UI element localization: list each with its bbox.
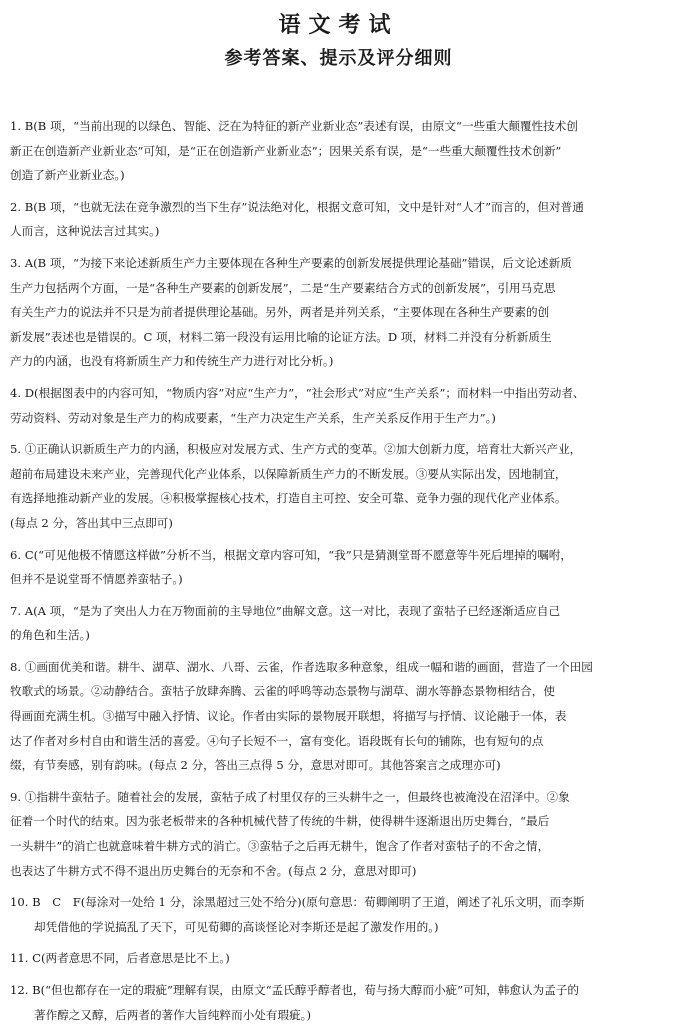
answer-line: (每点 2 分，答出其中三点即可) (10, 515, 173, 530)
answer-line: 有关生产力的说法并不只是为前者提供理论基础。另外，两者是并列关系，“主要体现在各种生产要素的创 (10, 305, 550, 320)
answer-line: 4. D(根据图表中的内容可知，“物质内容”对应“生产力”，“社会形式”对应“生产关系”；而材料一中指出劳动者、 (10, 385, 585, 400)
answer-item (10, 114, 670, 188)
answer-line: 新正在创造新产业新业态”可知，是“正在创造新产业新业态”；因果关系有误，是“一些重大颠覆性技术创新” (10, 143, 562, 158)
answer-item (10, 785, 670, 883)
answer-line: 5. ①正确认识新质生产力的内涵，积极应对发展方式、生产方式的变革。②加大创新力度，培育壮大新兴产业， (10, 442, 582, 457)
answer-line: 创造了新产业新业态。) (10, 168, 125, 183)
answer-line: 但并不是说堂哥不情愿养蛮牯子。) (10, 572, 183, 587)
answer-line: 新发展”表述也是错误的。C 项，材料二第一段没有运用比喻的论证方法。D 项，材料二并没有分析新质生 (10, 329, 552, 344)
answer-line: 的角色和生活。) (10, 628, 90, 643)
answer-line: 达了作者对乡村自由和谐生活的喜爱。④句子长短不一，富有变化。语段既有长句的铺陈，也有短句的点 (10, 733, 544, 748)
answer-item (10, 599, 670, 648)
answer-item (10, 437, 670, 535)
answer-line: 一头耕牛”的消亡也就意味着牛耕方式的消亡。③蛮牯子之后再无耕牛，饱含了作者对蛮牯子的不舍之情， (10, 839, 550, 854)
answer-line: 生产力包括两个方面，一是“各种生产要素的创新发展”，二是“生产要素结合方式的创新发展”，引用马克思 (10, 280, 556, 295)
answer-item (10, 978, 670, 1027)
answer-item (10, 655, 670, 778)
answer-item (10, 543, 670, 592)
answer-line: 得画面充满生机。③描写中融入抒情、议论。作者由实际的景物展开联想，将描写与抒情、议论融于一体，表 (10, 709, 567, 724)
answer-line: 12. B(“但也都存在一定的瑕疵”理解有误，由原文“孟氏醇乎醇者也，荀与扬大醇而小疵”可知，韩愈认为孟子的 (10, 983, 580, 997)
answer-item (10, 946, 670, 971)
page-subtitle: 参考答案、提示及评分细则 (224, 48, 453, 69)
answer-item (10, 195, 670, 244)
answer-line: 7. A(A 项，“是为了突出人力在万物面前的主导地位”曲解文意。这一对比，表现了蛮牯子已经逐渐适应自己 (10, 603, 561, 618)
answer-item (10, 381, 670, 430)
answer-line: 9. ①指耕牛蛮牯子。随着社会的发展，蛮牯子成了村里仅存的三头耕牛之一，但最终也被淹没在沼泽中。②象 (10, 789, 570, 804)
answer-item (10, 890, 670, 939)
answer-line: 牧歌式的场景。②动静结合。蛮牯子放肆奔腾、云雀的呼鸣等动态景物与湖草、湖水等静态景物相结合，使 (10, 684, 555, 699)
answer-line: 1. B(B 项，“当前出现的以绿色、智能、泛在为特征的新产业新业态”表述有误，由原文“一些重大颠覆性技术创 (10, 119, 578, 133)
answer-line: 11. C(两者意思不同，后者意思是比不上。) (10, 951, 230, 966)
page-title: 语文考试 (278, 13, 399, 38)
answer-line: 产力的内涵，也没有将新质生产力和传统生产力进行对比分析。) (10, 354, 334, 369)
answer-item (10, 251, 670, 374)
answer-line: 3. A(B 项，“为接下来论述新质生产力主要体现在各种生产要素的创新发展提供理论基础”错误，后文论述新质 (10, 255, 572, 270)
answer-line-continued: 著作醇之又醇，后两者的著作大旨纯粹而小处有瑕疵。) (34, 1007, 311, 1022)
answer-line: 10. B C F(每涂对一处给 1 分，涂黑超过三处不给分)(原句意思：荀卿阐明了王道，阐述了礼乐文明，而李斯 (10, 895, 585, 910)
answer-line: 2. B(B 项，“也就无法在竞争激烈的当下生存”说法绝对化，根据文意可知，文中是针对“人才”而言的，但对普通 (10, 199, 584, 214)
answer-line: 超前布局建设未来产业，完善现代化产业体系，以保障新质生产力的不断发展。③要从实际出发，因地制宜， (10, 466, 567, 481)
answer-line: 有选择地推动新产业的发展。④积极掌握核心技术，打造自主可控、安全可靠、竞争力强的现代化产业体系。 (10, 491, 567, 506)
answer-line-continued: 却凭借他的学说搞乱了天下，可见荀卿的高谈怪论对李斯还是起了激发作用的。) (34, 919, 439, 934)
answer-line: 缀，有节奏感，别有韵味。(每点 2 分，答出三点得 5 分，意思对即可。其他答案言之成理亦可) (10, 758, 501, 773)
answer-line: 劳动资料、劳动对象是生产力的构成要素，“生产力决定生产关系，生产关系反作用于生产力”。) (10, 410, 496, 425)
answer-line: 征着一个时代的结束。因为张老板带来的各种机械代替了传统的牛耕，使得耕牛逐渐退出历史舞台，“最后 (10, 814, 550, 829)
answer-line: 人而言，这种说法言过其实。) (10, 224, 160, 239)
answer-list (10, 114, 670, 1034)
answer-line: 6. C(“可见他极不情愿这样做”分析不当，根据文章内容可知，“我”只是猜测堂哥不愿意等牛死后埋掉的嘱咐， (10, 547, 572, 562)
answer-line: 也表达了牛耕方式不得不退出历史舞台的无奈和不舍。(每点 2 分，意思对即可) (10, 863, 417, 878)
answer-line: 8. ①画面优美和谐。耕牛、湖草、湖水、八哥、云雀，作者选取多种意象，组成一幅和谐的画面，营造了一个田园 (10, 659, 593, 674)
